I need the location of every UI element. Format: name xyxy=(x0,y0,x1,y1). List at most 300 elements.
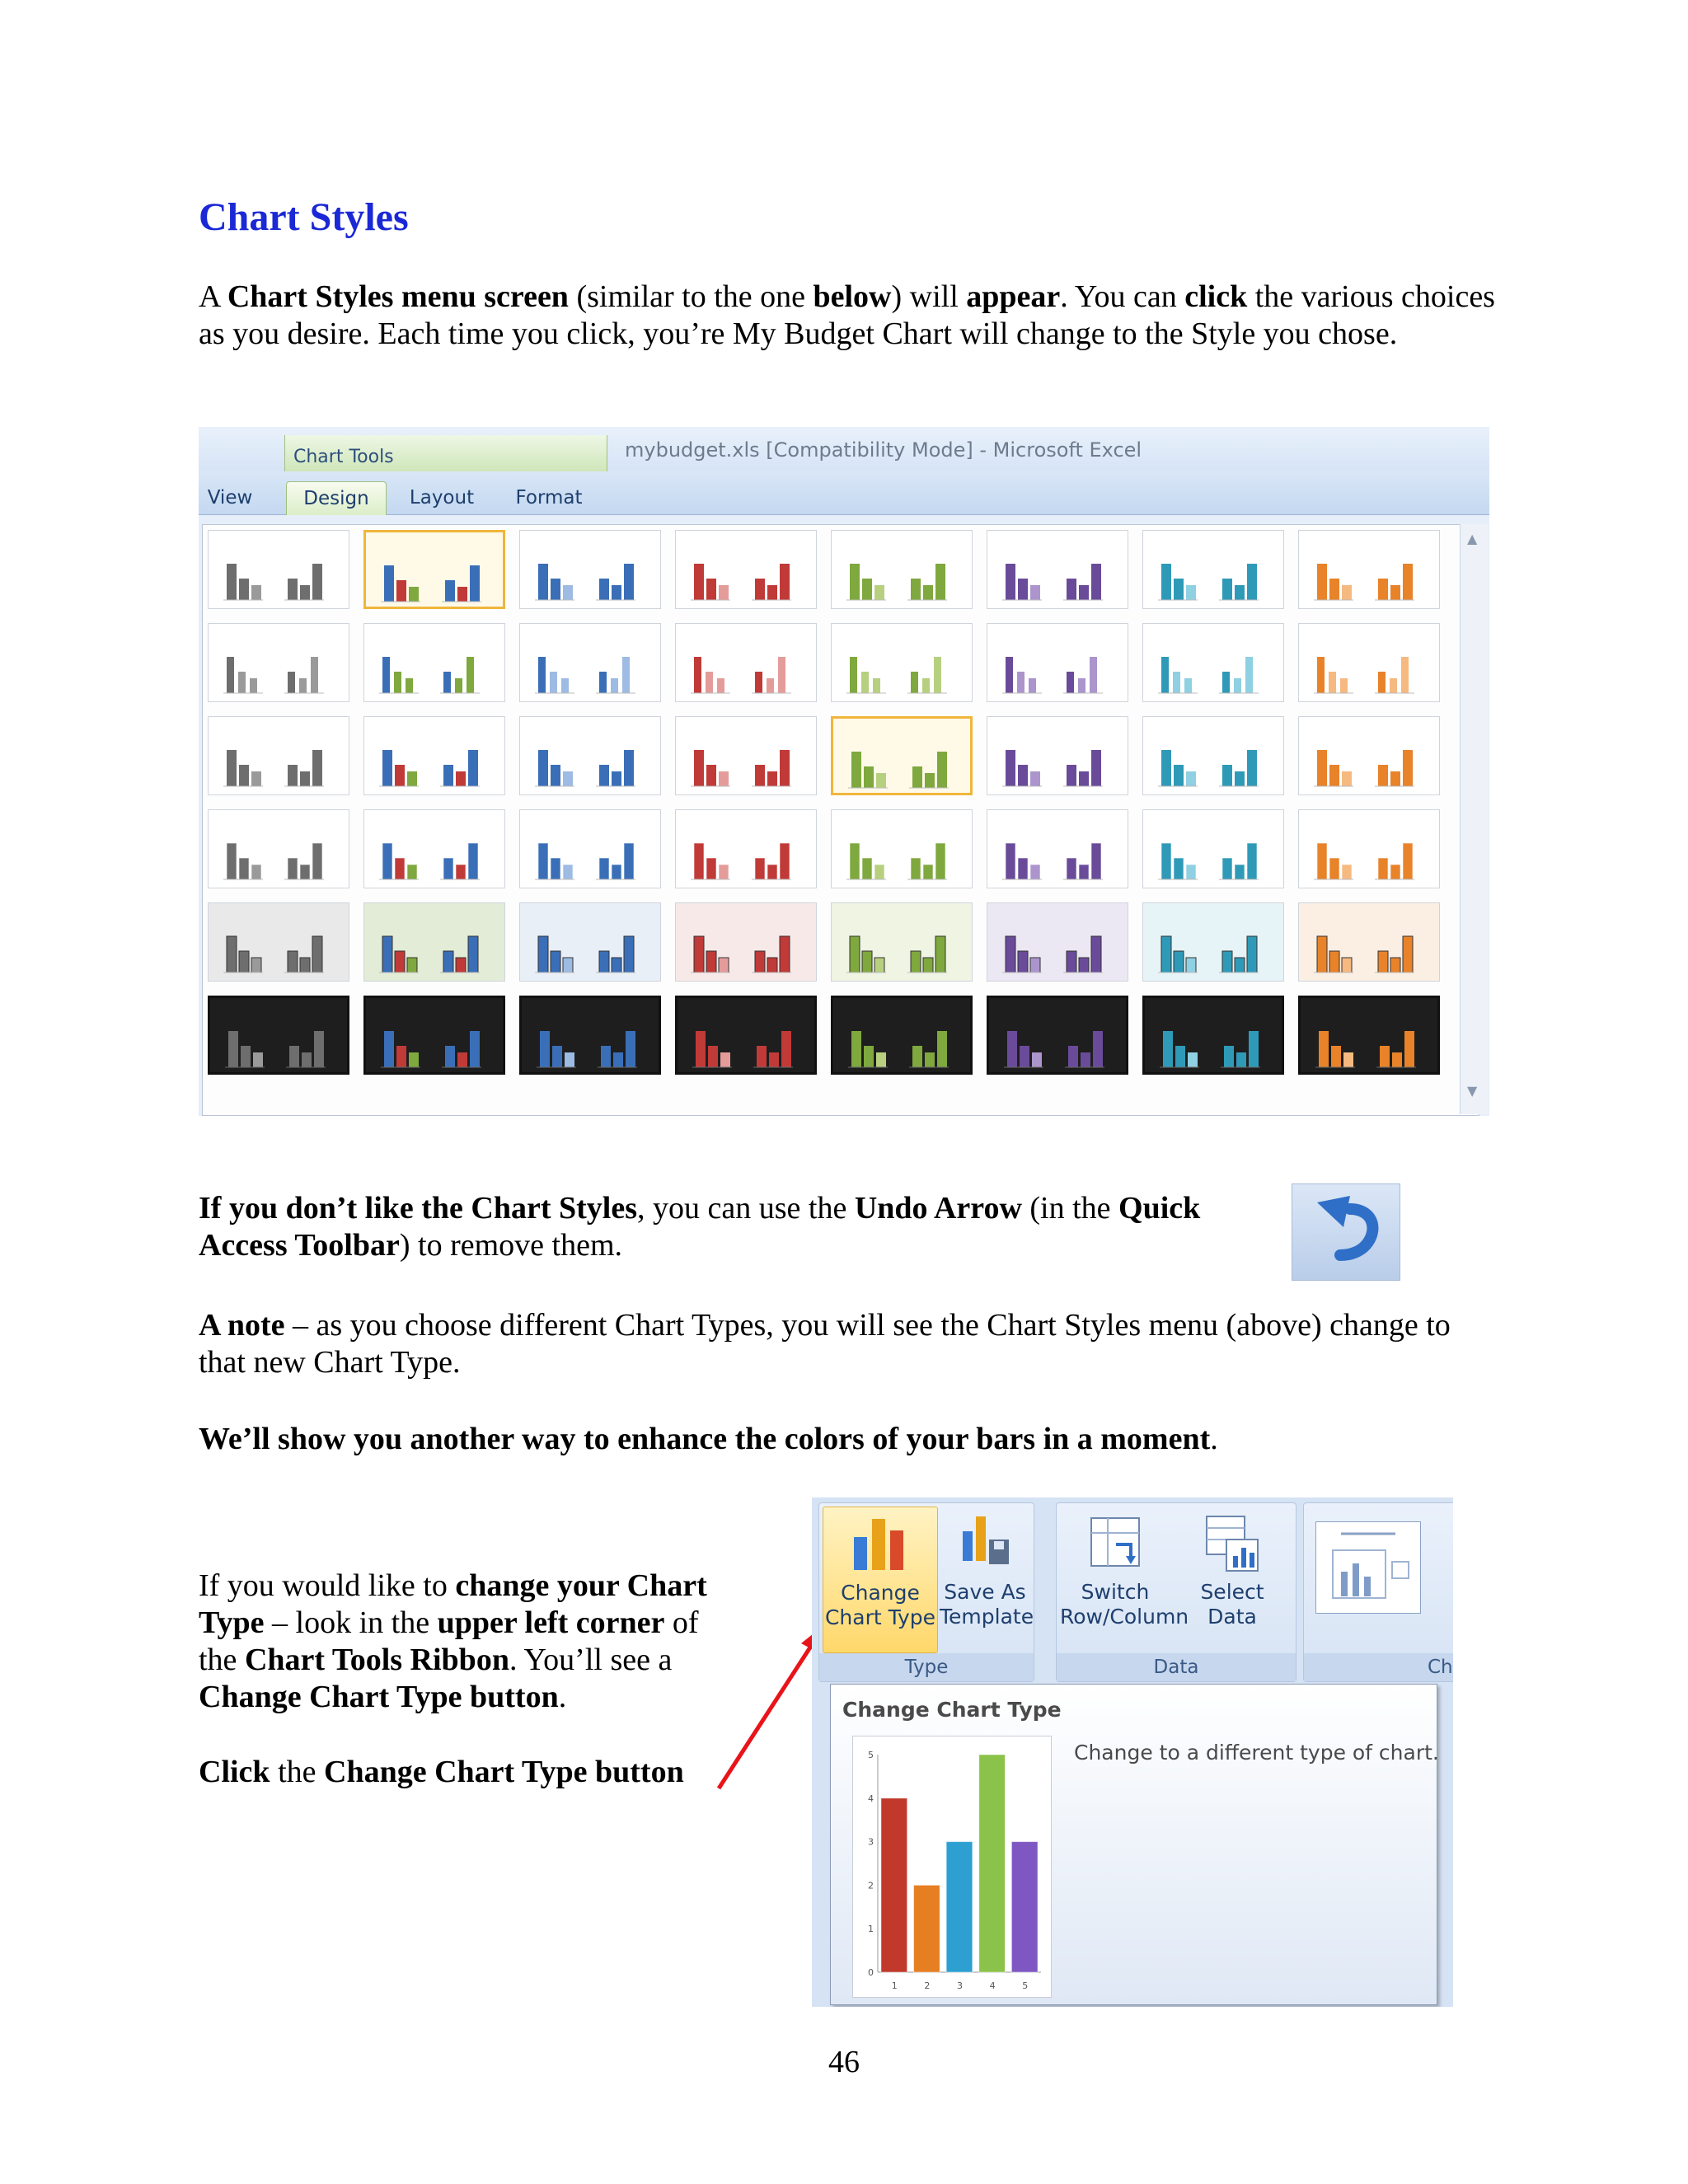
chart-style-r5c1[interactable] xyxy=(208,902,349,982)
chart-style-bar xyxy=(1317,657,1325,693)
chart-style-bar xyxy=(395,765,405,786)
chart-style-bar xyxy=(445,1046,455,1067)
chart-style-preview xyxy=(209,717,350,796)
chart-style-bar xyxy=(227,936,237,972)
chart-style-preview xyxy=(987,531,1129,610)
chart-style-bar xyxy=(767,678,774,693)
chart-style-bar xyxy=(624,750,634,786)
x-tick-label: 1 xyxy=(891,1980,898,1991)
chart-style-bar xyxy=(457,587,467,602)
chart-style-r2c8[interactable] xyxy=(1298,623,1440,702)
chart-style-bar xyxy=(1030,771,1040,786)
chart-style-r5c6[interactable] xyxy=(987,902,1128,982)
chart-style-bar xyxy=(1017,672,1025,693)
chart-style-preview xyxy=(1143,531,1285,610)
chart-style-bar xyxy=(1249,1031,1259,1067)
chart-style-bar xyxy=(550,672,557,693)
chart-style-r1c7[interactable] xyxy=(1142,530,1284,609)
bar-3 xyxy=(946,1842,973,1972)
chart-style-bar xyxy=(864,1046,874,1067)
chart-style-bar xyxy=(382,750,392,786)
click-paragraph: Click the Change Chart Type button xyxy=(199,1755,684,1789)
chart-style-bar xyxy=(409,1052,419,1067)
chart-style-bar xyxy=(1222,765,1232,786)
chart-style-r1c2[interactable] xyxy=(363,530,505,609)
undo-paragraph: If you don’t like the Chart Styles, you can use the Undo Arrow (in the Quick Access Toolbar) to remove them. xyxy=(199,1191,1201,1263)
chart-style-bar xyxy=(708,1046,718,1067)
chart-style-bar xyxy=(1030,585,1040,600)
chart-style-bar xyxy=(1032,1052,1042,1067)
chart-style-preview xyxy=(676,717,818,796)
chart-layouts-group-label: Ch xyxy=(1304,1653,1453,1681)
chart-style-r2c7[interactable] xyxy=(1142,623,1284,702)
chart-style-bar xyxy=(443,858,453,879)
chart-style-r5c5[interactable] xyxy=(831,902,973,982)
chart-style-bar xyxy=(706,858,716,879)
chart-style-bar xyxy=(922,678,930,693)
chart-style-bar xyxy=(1392,1052,1402,1067)
chart-style-preview xyxy=(209,531,350,610)
chart-style-bar xyxy=(719,865,729,879)
page-number: 46 xyxy=(828,2045,860,2079)
chart-style-r4c3[interactable] xyxy=(519,809,661,888)
chart-style-r3c6[interactable] xyxy=(987,716,1128,795)
chart-style-bar xyxy=(1222,579,1232,600)
chart-style-preview xyxy=(832,531,973,610)
chart-style-bar xyxy=(873,678,880,693)
chart-style-bar xyxy=(755,765,765,786)
chart-style-r5c7[interactable] xyxy=(1142,902,1284,982)
chart-style-bar xyxy=(719,771,729,786)
chart-style-bar xyxy=(1378,858,1388,879)
chart-style-bar xyxy=(470,1031,480,1067)
chart-style-r6c6[interactable] xyxy=(987,996,1128,1075)
chart-style-bar xyxy=(238,672,246,693)
chart-style-bar xyxy=(1078,678,1085,693)
chart-style-preview xyxy=(364,717,506,796)
change-chart-type-tooltip xyxy=(830,1684,1437,2005)
chart-style-bar xyxy=(1222,672,1230,693)
chart-style-preview xyxy=(366,532,508,612)
chart-style-bar xyxy=(312,843,322,879)
chart-style-preview xyxy=(1299,717,1441,796)
chart-style-bar xyxy=(1091,936,1101,972)
chart-style-bar xyxy=(1091,750,1101,786)
chart-style-bar xyxy=(1091,564,1101,600)
change-chart-type-button[interactable] xyxy=(823,1507,938,1653)
chart-style-bar xyxy=(1007,1031,1017,1067)
chart-style-r3c4[interactable] xyxy=(675,716,817,795)
chart-style-bar xyxy=(1247,936,1257,972)
select-data-button[interactable] xyxy=(1177,1507,1287,1652)
chart-style-bar xyxy=(1235,958,1245,972)
chart-style-bar xyxy=(851,752,861,788)
chart-style-bar xyxy=(780,750,790,786)
chart-tools-label: Chart Tools xyxy=(293,447,394,467)
chart-style-bar xyxy=(778,657,785,693)
chart-style-bar xyxy=(1161,657,1169,693)
chart-style-bar xyxy=(694,657,701,693)
tab-layout[interactable]: Layout xyxy=(409,487,475,509)
chart-style-bar xyxy=(780,843,790,879)
chart-style-bar xyxy=(300,771,310,786)
switch-label-2: Row/Column xyxy=(1060,1605,1189,1629)
chart-style-bar xyxy=(1403,564,1413,600)
chart-style-bar xyxy=(769,1052,779,1067)
chart-style-bar xyxy=(1404,1031,1414,1067)
chart-style-r3c8[interactable] xyxy=(1298,716,1440,795)
chart-tools-context-tab xyxy=(284,435,607,471)
chart-style-bar xyxy=(1319,1031,1329,1067)
chart-style-preview xyxy=(987,717,1129,796)
chart-style-bar xyxy=(1067,579,1076,600)
chart-style-bar xyxy=(780,936,790,972)
chart-style-bar xyxy=(925,1052,935,1067)
chart-style-r4c7[interactable] xyxy=(1142,809,1284,888)
chart-style-bar xyxy=(1390,585,1400,600)
chart-style-bar xyxy=(395,951,405,972)
chart-style-bar xyxy=(382,657,390,693)
chart-style-bar xyxy=(1161,750,1171,786)
chart-style-preview xyxy=(676,624,818,703)
chart-style-bar xyxy=(239,765,249,786)
switch-row-column-button[interactable] xyxy=(1060,1507,1189,1652)
chart-style-bar xyxy=(613,1052,623,1067)
chart-style-r6c1[interactable] xyxy=(208,996,349,1075)
chart-style-bar xyxy=(1030,865,1040,879)
chart-style-bar xyxy=(239,951,249,972)
chart-style-bar xyxy=(1091,843,1101,879)
chart-style-bar xyxy=(1317,564,1327,600)
chart-style-r4c1[interactable] xyxy=(208,809,349,888)
chart-style-bar xyxy=(1247,564,1257,600)
chart-style-r6c2[interactable] xyxy=(363,996,505,1075)
chart-style-bar xyxy=(1390,771,1400,786)
chart-style-bar xyxy=(1090,657,1097,693)
chart-style-preview xyxy=(987,624,1129,703)
chart-style-bar xyxy=(1342,585,1352,600)
tab-format[interactable]: Format xyxy=(515,487,583,509)
chart-style-preview xyxy=(209,810,350,889)
chart-style-bar xyxy=(624,843,634,879)
chart-style-preview xyxy=(364,903,506,982)
chart-style-bar xyxy=(1329,858,1339,879)
chart-style-r1c4[interactable] xyxy=(675,530,817,609)
chart-style-bar xyxy=(468,750,478,786)
chart-style-r3c2[interactable] xyxy=(363,716,505,795)
x-tick-label: 4 xyxy=(989,1980,996,1991)
chart-style-bar xyxy=(384,565,394,602)
chart-style-r5c3[interactable] xyxy=(519,902,661,982)
chart-style-bar xyxy=(612,865,621,879)
chart-style-preview xyxy=(520,903,662,982)
chart-style-bar xyxy=(443,951,453,972)
chart-style-preview xyxy=(987,810,1129,889)
scroll-down-icon[interactable]: ▼ xyxy=(1467,1083,1478,1099)
chart-style-r1c1[interactable] xyxy=(208,530,349,609)
chart-style-bar xyxy=(626,1031,635,1067)
chart-style-bar xyxy=(874,585,884,600)
chart-style-bar xyxy=(850,657,857,693)
tab-view[interactable]: View xyxy=(207,487,253,509)
chart-style-r2c1[interactable] xyxy=(208,623,349,702)
chart-style-bar xyxy=(1403,936,1413,972)
chart-style-bar xyxy=(241,1046,251,1067)
chart-style-r6c3[interactable] xyxy=(519,996,661,1075)
chart-style-bar xyxy=(850,564,860,600)
chart-style-bar xyxy=(935,843,945,879)
chart-style-bar xyxy=(551,579,560,600)
chart-style-bar xyxy=(937,1031,947,1067)
y-tick-label: 4 xyxy=(868,1793,874,1804)
chart-style-bar xyxy=(1329,579,1339,600)
chart-style-r4c6[interactable] xyxy=(987,809,1128,888)
chart-style-r2c3[interactable] xyxy=(519,623,661,702)
tab-design[interactable]: Design xyxy=(286,481,387,515)
chart-style-bar xyxy=(1390,678,1397,693)
chart-style-bar xyxy=(1020,1046,1029,1067)
chart-style-bar xyxy=(911,579,921,600)
chart-style-r5c4[interactable] xyxy=(675,902,817,982)
y-tick-label: 5 xyxy=(868,1750,874,1760)
chart-style-bar xyxy=(470,565,480,602)
chart-style-bar xyxy=(767,771,777,786)
chart-style-bar xyxy=(1236,1052,1246,1067)
bar-1 xyxy=(881,1798,907,1972)
chart-style-bar xyxy=(1390,865,1400,879)
chart-style-bar xyxy=(862,951,872,972)
chart-style-preview xyxy=(678,998,819,1077)
chart-style-bar xyxy=(1331,1046,1341,1067)
chart-style-bar xyxy=(1079,771,1089,786)
chart-style-bar xyxy=(1006,564,1015,600)
chart-style-bar xyxy=(538,750,548,786)
chart-style-r3c1[interactable] xyxy=(208,716,349,795)
chart-style-bar xyxy=(1173,672,1180,693)
chart-style-bar xyxy=(1175,1046,1185,1067)
chart-style-bar xyxy=(780,564,790,600)
chart-style-bar xyxy=(861,672,869,693)
chart-style-bar xyxy=(720,1052,730,1067)
chart-style-r1c8[interactable] xyxy=(1298,530,1440,609)
chart-style-r3c7[interactable] xyxy=(1142,716,1284,795)
switch-row-column-icon xyxy=(1086,1511,1144,1574)
chart-style-bar xyxy=(443,672,451,693)
chart-style-bar xyxy=(624,564,634,600)
chart-style-bar xyxy=(599,579,609,600)
chart-style-bar xyxy=(1067,858,1076,879)
chart-style-bar xyxy=(706,579,716,600)
chart-style-bar xyxy=(601,1046,611,1067)
chart-style-bar xyxy=(253,1052,263,1067)
data-group-label: Data xyxy=(1057,1653,1296,1681)
chart-style-bar xyxy=(1235,865,1245,879)
chart-style-bar xyxy=(912,766,922,788)
chart-style-preview xyxy=(522,998,663,1077)
chart-style-preview xyxy=(1299,903,1441,982)
chart-style-bar xyxy=(384,1031,394,1067)
x-tick-label: 2 xyxy=(924,1980,931,1991)
chart-style-r4c8[interactable] xyxy=(1298,809,1440,888)
chart-style-bar xyxy=(1378,579,1388,600)
chart-style-bar xyxy=(551,765,560,786)
chart-style-bar xyxy=(1174,579,1184,600)
chart-style-bar xyxy=(767,865,777,879)
chart-style-r6c4[interactable] xyxy=(675,996,817,1075)
chart-style-bar xyxy=(781,1031,791,1067)
chart-style-preview xyxy=(209,624,350,703)
data-group xyxy=(1056,1502,1296,1682)
chart-style-r3c3[interactable] xyxy=(519,716,661,795)
chart-style-r4c4[interactable] xyxy=(675,809,817,888)
chart-style-r5c2[interactable] xyxy=(363,902,505,982)
chart-style-r4c2[interactable] xyxy=(363,809,505,888)
chart-style-bar xyxy=(443,765,453,786)
chart-style-bar xyxy=(1068,1046,1078,1067)
chart-style-bar xyxy=(706,672,713,693)
intro-paragraph: A Chart Styles menu screen (similar to the one below) will appear. You can click the various choices as you desire. Each time you click, you’re My Budget Chart will change to the Style you chose. xyxy=(199,279,1495,351)
chart-style-bar xyxy=(767,958,777,972)
x-tick-label: 3 xyxy=(957,1980,963,1991)
chart-style-bar xyxy=(694,843,704,879)
chart-style-bar xyxy=(227,657,234,693)
chart-style-bar xyxy=(288,951,298,972)
chart-style-bar xyxy=(1018,951,1028,972)
chart-style-bar xyxy=(1343,1052,1353,1067)
chart-style-preview xyxy=(364,624,506,703)
chart-style-bar xyxy=(874,865,884,879)
chart-style-bar xyxy=(850,843,860,879)
chart-style-r6c5[interactable] xyxy=(831,996,973,1075)
chart-style-bar xyxy=(563,771,573,786)
chart-style-bar xyxy=(1018,858,1028,879)
chart-style-bar xyxy=(394,672,401,693)
chart-style-bar xyxy=(862,858,872,879)
chart-styles-gallery xyxy=(202,524,1479,1116)
chart-style-preview xyxy=(1143,903,1285,982)
chart-style-bar xyxy=(467,657,474,693)
gallery-scrollbar[interactable] xyxy=(1460,524,1489,1114)
scroll-up-icon[interactable]: ▲ xyxy=(1467,531,1478,546)
chart-style-bar xyxy=(706,765,716,786)
bar-4 xyxy=(979,1755,1006,1972)
chart-style-r2c5[interactable] xyxy=(831,623,973,702)
chart-style-bar xyxy=(538,936,548,972)
chart-style-bar xyxy=(1317,936,1327,972)
chart-style-bar xyxy=(250,678,257,693)
chart-style-preview xyxy=(1299,810,1441,889)
chart-style-bar xyxy=(227,564,237,600)
chart-style-bar xyxy=(694,936,704,972)
chart-style-bar xyxy=(612,771,621,786)
chart-style-bar xyxy=(612,958,621,972)
chart-style-r1c6[interactable] xyxy=(987,530,1128,609)
chart-style-bar xyxy=(382,936,392,972)
save-as-template-label-1: Save As xyxy=(944,1580,1026,1604)
undo-arrow-icon xyxy=(1292,1183,1400,1281)
chart-style-bar xyxy=(551,858,560,879)
chart-style-bar xyxy=(1188,1052,1198,1067)
chart-style-bar xyxy=(406,678,413,693)
chart-style-bar xyxy=(1329,672,1336,693)
chart-style-bar xyxy=(1224,1046,1234,1067)
chart-style-bar xyxy=(300,958,310,972)
chart-style-bar xyxy=(1401,657,1409,693)
ribbon-tabs xyxy=(199,471,1489,515)
tooltip-description: Change to a different type of chart. xyxy=(1074,1741,1439,1765)
chart-style-bar xyxy=(251,865,261,879)
chart-style-bar xyxy=(409,587,419,602)
chart-style-r5c8[interactable] xyxy=(1298,902,1440,982)
chart-style-bar xyxy=(755,672,762,693)
chart-style-bar xyxy=(937,752,947,788)
chart-style-preview xyxy=(1143,624,1285,703)
chart-style-bar xyxy=(227,750,237,786)
chart-style-bar xyxy=(911,858,921,879)
chart-style-r3c5[interactable] xyxy=(831,716,973,795)
chart-styles-screenshot xyxy=(199,427,1489,1116)
chart-style-bar xyxy=(1234,678,1241,693)
chart-style-bar xyxy=(456,771,466,786)
chart-style-bar xyxy=(624,936,634,972)
chart-style-bar xyxy=(457,1052,467,1067)
chart-style-bar xyxy=(251,585,261,600)
chart-style-r1c3[interactable] xyxy=(519,530,661,609)
chart-style-preview xyxy=(833,719,975,798)
chart-style-bar xyxy=(563,865,573,879)
chart-style-bar xyxy=(314,1031,324,1067)
chart-style-bar xyxy=(1403,843,1413,879)
chart-style-bar xyxy=(719,958,729,972)
chart-style-bar xyxy=(850,936,860,972)
x-tick-label: 5 xyxy=(1022,1980,1029,1991)
change-chart-type-label-1: Change xyxy=(841,1581,920,1605)
chart-style-r2c6[interactable] xyxy=(987,623,1128,702)
chart-style-preview xyxy=(1143,810,1285,889)
chart-style-bar xyxy=(1342,771,1352,786)
chart-style-bar xyxy=(288,672,295,693)
chart-style-bar xyxy=(1329,951,1339,972)
chart-style-bar xyxy=(1186,585,1196,600)
chart-style-r6c8[interactable] xyxy=(1298,996,1440,1075)
chart-style-bar xyxy=(312,750,322,786)
select-data-icon xyxy=(1203,1511,1261,1574)
chart-style-r6c7[interactable] xyxy=(1142,996,1284,1075)
chart-style-bar xyxy=(599,672,607,693)
chart-style-bar xyxy=(1018,579,1028,600)
chart-style-bar xyxy=(1222,951,1232,972)
chart-style-bar xyxy=(1081,1052,1090,1067)
chart-style-preview xyxy=(520,810,662,889)
type-group-label: Type xyxy=(819,1653,1034,1681)
chart-style-r4c5[interactable] xyxy=(831,809,973,888)
chart-style-bar xyxy=(912,1046,922,1067)
chart-style-bar xyxy=(696,1031,706,1067)
chart-style-bar xyxy=(407,958,417,972)
chart-style-r2c4[interactable] xyxy=(675,623,817,702)
chart-style-bar xyxy=(300,585,310,600)
select-data-label-1: Select xyxy=(1200,1580,1264,1604)
chart-style-bar xyxy=(1161,936,1171,972)
chart-layout-thumbnail[interactable] xyxy=(1315,1521,1421,1614)
change-chart-type-icon xyxy=(847,1512,913,1575)
chart-style-bar xyxy=(1247,843,1257,879)
chart-style-bar xyxy=(694,750,704,786)
chart-style-r2c2[interactable] xyxy=(363,623,505,702)
save-as-template-button[interactable] xyxy=(940,1507,1034,1652)
chart-style-bar xyxy=(1342,865,1352,879)
chart-style-r1c5[interactable] xyxy=(831,530,973,609)
